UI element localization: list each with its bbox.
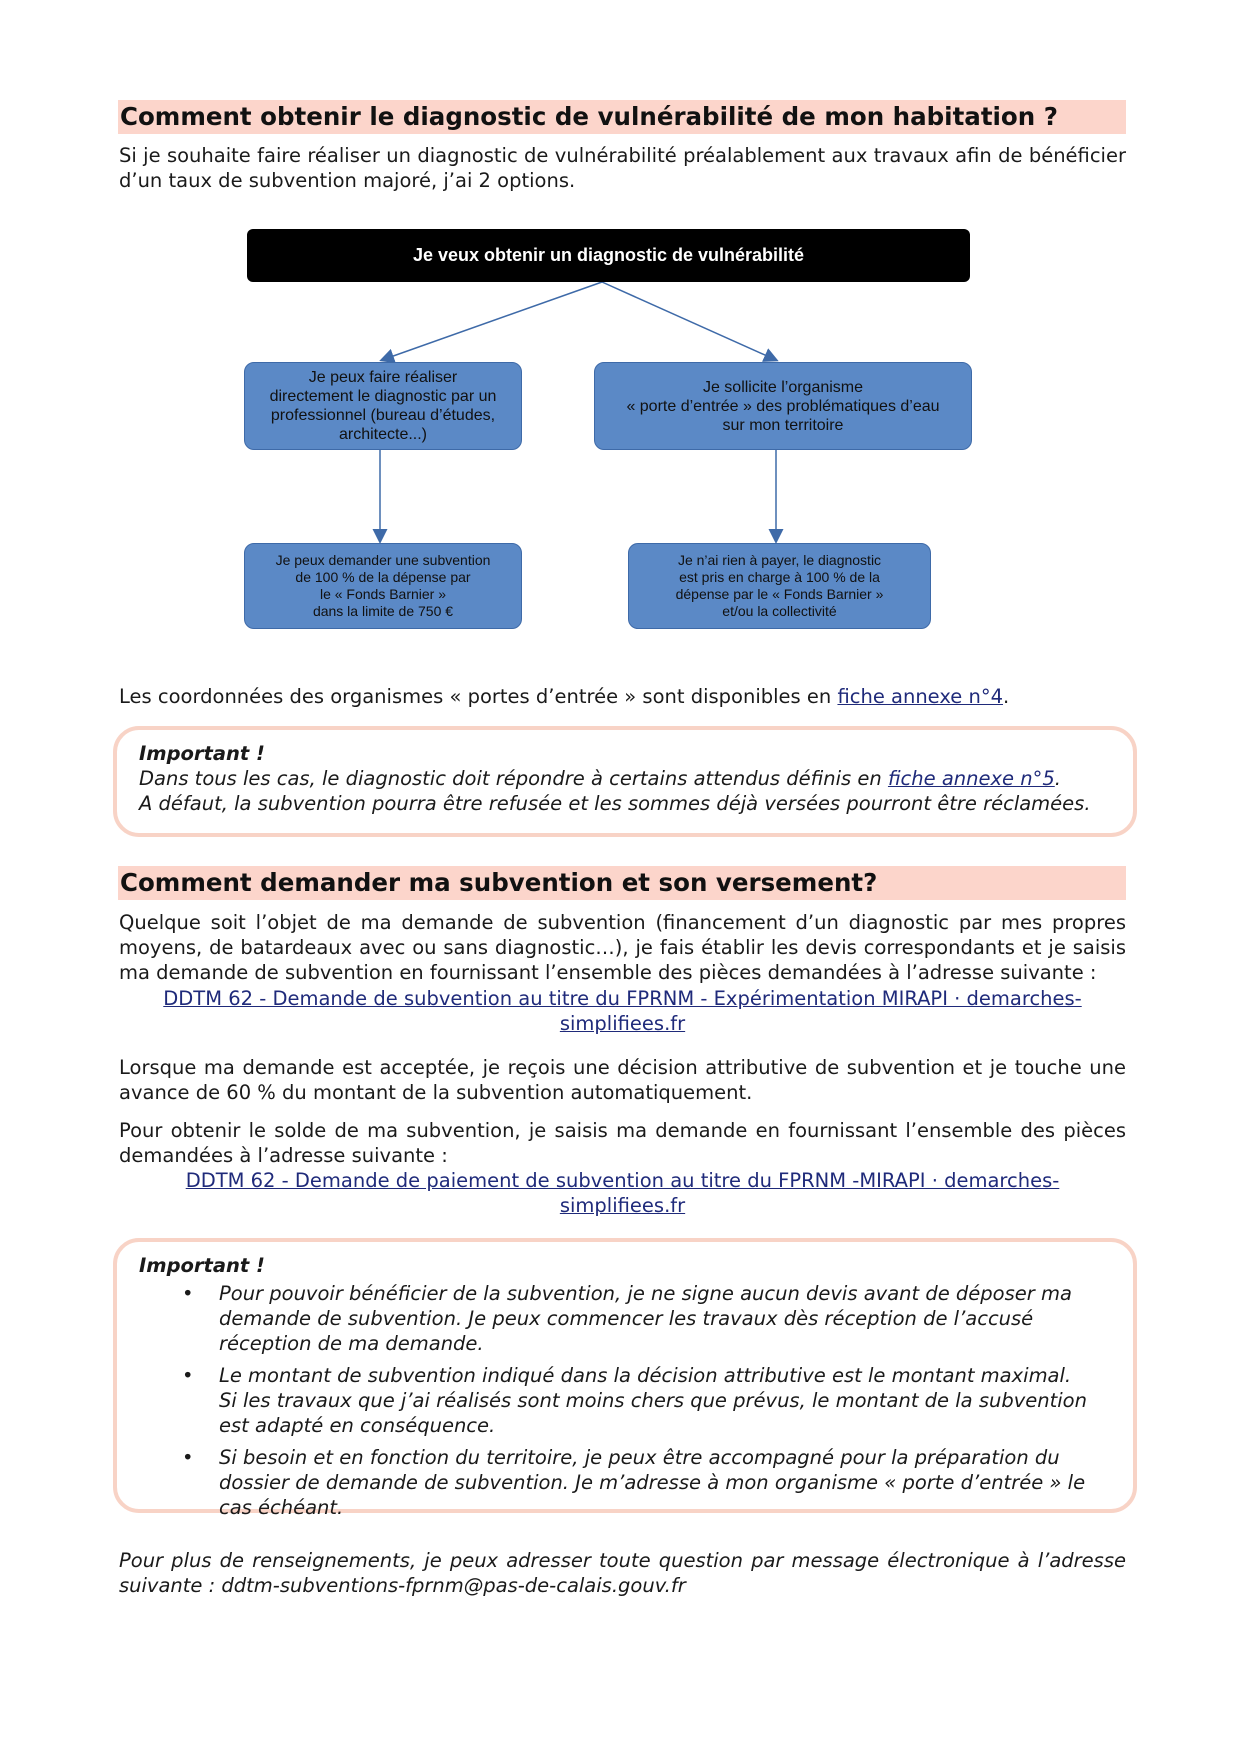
fiche-annexe-4-link[interactable]: fiche annexe n°4	[837, 685, 1003, 708]
bullet-icon: •	[182, 1282, 194, 1305]
link-line: simplifiees.fr	[559, 1012, 686, 1035]
important-line-1-text: Dans tous les cas, le diagnostic doit répondre à certains attendus définis en	[139, 767, 888, 790]
option-left-line: directement le diagnostic par un	[269, 388, 497, 405]
link-line: DDTM 62 - Demande de paiement de subvention au titre du FPRNM -MIRAPI · demarches-	[185, 1169, 1060, 1192]
demande-paragraph-2: Lorsque ma demande est acceptée, je reçois une décision attributive de subvention et je touche une avance de 60 % du montant de la subvention automatiquement.	[119, 1056, 1126, 1104]
bullet-icon: •	[182, 1446, 194, 1469]
option-right-line: Je sollicite l’organisme	[702, 378, 864, 396]
important-box-1	[113, 726, 1137, 837]
list-item-text: Le montant de subvention indiqué dans la décision attributive est le montant maximal. Si les travaux que j’ai réalisés sont moins chers que prévus, le montant de la subvention est adapté en conséquence.	[219, 1364, 1087, 1437]
list-item	[139, 1281, 1113, 1356]
arrow-title-to-right	[602, 282, 776, 360]
option-professional-box	[244, 362, 522, 450]
demande-paragraph-1: Quelque soit l’objet de ma demande de subvention (financement d’un diagnostic par mes propres moyens, de batardeaux avec ou sans diagnostic…), je fais établir les devis correspondants et je saisis ma demande de subvention en fournissant l’ensemble des pièces demandées à l’adresse suivante :	[119, 911, 1126, 984]
option-left-line: professionnel (bureau d’études,	[270, 407, 496, 424]
list-item	[139, 1445, 1113, 1520]
bullet-icon: •	[182, 1364, 194, 1387]
coordonnees-paragraph	[119, 684, 1126, 709]
demande-paragraph-3: Pour obtenir le solde de ma subvention, je saisis ma demande en fournissant l’ensemble des pièces demandées à l’adresse suivante :	[119, 1119, 1126, 1167]
flow-diagram	[0, 0, 1241, 700]
result-subvention-box	[244, 543, 522, 629]
link-line: DDTM 62 - Demande de subvention au titre du FPRNM - Expérimentation MIRAPI · demarches-	[163, 987, 1082, 1010]
result-left-line: de 100 % de la dépense par	[295, 569, 471, 585]
demande-subvention-link[interactable]	[163, 987, 1081, 1035]
list-item-text: Si besoin et en fonction du territoire, je peux être accompagné pour la préparation du dossier de demande de subvention. Je m’adresse à mon organisme « porte d’entrée » le cas échéant.	[219, 1446, 1086, 1519]
list-item-text: Pour pouvoir bénéficier de la subvention, je ne signe aucun devis avant de déposer ma demande de subvention. Je peux commencer les travaux dès réception de l’accusé réception de ma demande.	[219, 1282, 1072, 1355]
section-heading-diagnostic: Comment obtenir le diagnostic de vulnérabilité de mon habitation ?	[118, 100, 1126, 134]
result-right-line: et/ou la collectivité	[722, 603, 837, 619]
fiche-annexe-5-link[interactable]: fiche annexe n°5	[887, 767, 1055, 790]
important-line-1-end: .	[1054, 767, 1061, 790]
demande-paiement-link[interactable]	[186, 1169, 1060, 1217]
option-left-line: architecte...)	[338, 426, 427, 443]
important-title: Important !	[139, 742, 265, 765]
contact-paragraph: Pour plus de renseignements, je peux adresser toute question par message électronique à l’adresse suivante : ddtm-subventions-fprnm@pas-de-calais.gouv.fr	[119, 1549, 1126, 1597]
important-box-2	[113, 1238, 1137, 1519]
important-list	[139, 1281, 1113, 1520]
result-left-line: Je peux demander une subvention	[275, 552, 491, 568]
option-right-line: « porte d’entrée » des problématiques d’eau	[626, 397, 940, 415]
result-right-line: Je n’ai rien à payer, le diagnostic	[677, 552, 882, 568]
option-right-line: sur mon territoire	[722, 416, 844, 434]
option-left-line: Je peux faire réaliser	[308, 369, 458, 386]
important-title: Important !	[139, 1254, 265, 1277]
arrow-title-to-left	[382, 282, 602, 360]
intro-paragraph: Si je souhaite faire réaliser un diagnostic de vulnérabilité préalablement aux travaux afin de bénéficier d’un taux de subvention majoré, j’ai 2 options.	[119, 144, 1126, 192]
demarches-link-2	[119, 1168, 1126, 1218]
section-heading-demande: Comment demander ma subvention et son versement?	[118, 866, 1126, 900]
diagram-title-box: Je veux obtenir un diagnostic de vulnérabilité	[247, 229, 970, 282]
demarches-link-1	[119, 986, 1126, 1036]
important-line-1	[139, 766, 1113, 791]
coordonnees-end: .	[1002, 685, 1010, 708]
link-line: simplifiees.fr	[559, 1194, 686, 1217]
option-organisme-box	[594, 362, 972, 450]
result-left-line: le « Fonds Barnier »	[319, 586, 447, 602]
list-item	[139, 1363, 1113, 1438]
result-left-line: dans la limite de 750 €	[312, 603, 454, 619]
result-right-line: est pris en charge à 100 % de la	[679, 569, 880, 585]
important-line-2: A défaut, la subvention pourra être refusée et les sommes déjà versées pourront être réclamées.	[139, 792, 1091, 815]
result-free-box	[628, 543, 931, 629]
coordonnees-text: Les coordonnées des organismes « portes d’entrée » sont disponibles en	[119, 685, 838, 708]
result-right-line: dépense par le « Fonds Barnier »	[675, 586, 884, 602]
diagram-arrows	[0, 0, 1241, 700]
